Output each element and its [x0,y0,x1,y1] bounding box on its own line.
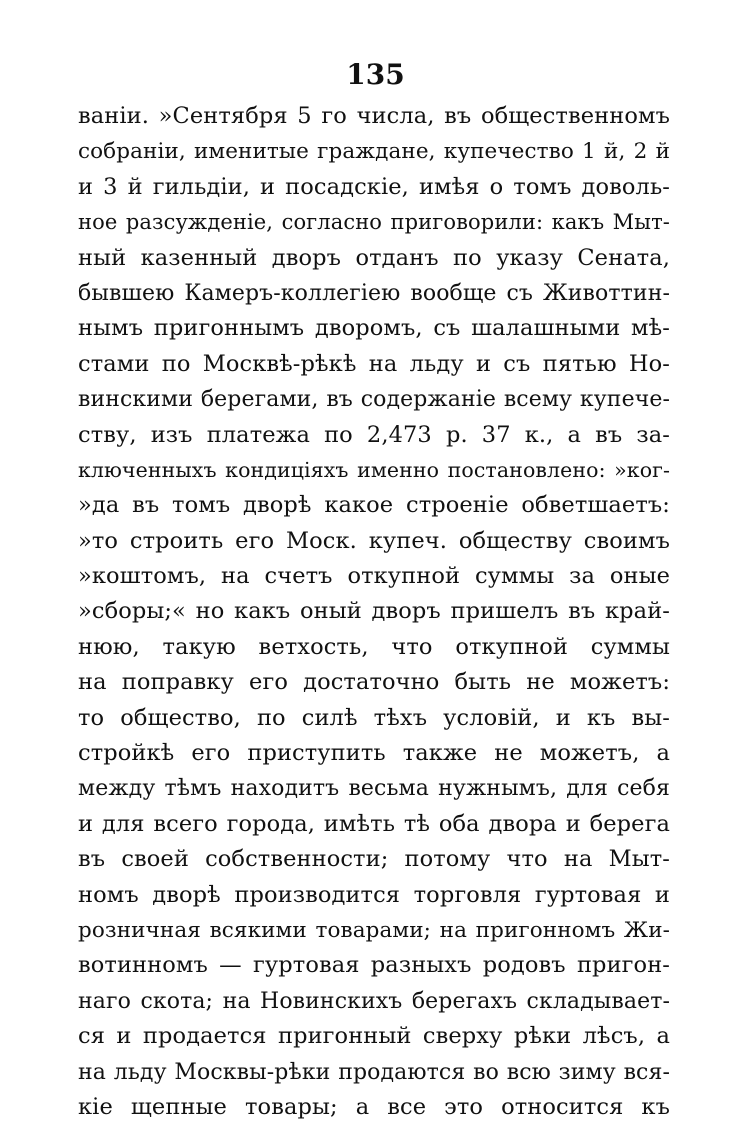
text-line: ся и продается пригонный сверху рѣки лѣсъ, а [78,1023,670,1050]
text-line: »то строить его Моск. купеч. обществу своимъ [78,527,670,554]
text-line: ваніи. »Сентября 5 го числа, въ общественномъ [78,103,670,129]
text-line: »коштомъ, на счетъ откупной суммы за оные [78,563,670,590]
text-line: ству, изъ платежа по 2,473 р. 37 к., а въ за- [78,421,670,448]
body-text [78,99,670,1125]
text-line: наго скота; на Новинскихъ берегахъ складывает- [78,988,670,1014]
text-line: на льду Москвы-рѣки продаются во всю зиму вся- [78,1059,670,1085]
text-line: бывшею Камеръ-коллегіею вообще съ Животтин- [78,280,670,306]
text-line: ное разсужденіе, согласно приговорили: какъ Мыт- [78,210,670,235]
text-line: въ своей собственности; потому что на Мыт- [78,846,670,873]
text-line: розничная всякими товарами; на пригонномъ Жи- [78,917,670,943]
page-number: 135 [346,58,405,91]
text-line: винскими берегами, въ содержаніе всему купече- [78,387,670,413]
text-line: ключенныхъ кондиціяхъ именно постановлено: »ког- [78,457,670,482]
text-line: кіе щепные товары; а все это относится къ [78,1093,670,1120]
text-line: между тѣмъ находитъ весьма нужнымъ, для себя [78,776,670,802]
text-line: стами по Москвѣ-рѣкѣ на льду и съ пятью Но- [78,350,670,377]
text-line: нюю, такую ветхость, что откупной суммы [78,633,670,660]
text-line: номъ дворѣ производится торговля гуртовая и [78,881,670,908]
text-line: стройкѣ его приступить также не можетъ, а [78,740,670,767]
text-line: на поправку его достаточно быть не можетъ: [78,669,670,696]
text-line: вотинномъ — гуртовая разныхъ родовъ пригон- [78,952,670,979]
text-line: ный казенный дворъ отданъ по указу Сената, [78,244,670,271]
text-line: собраніи, именитые граждане, купечество 1 й, 2 й [78,139,670,165]
text-line: »да въ томъ дворѣ какое строеніе обветшаетъ: [78,492,670,519]
text-line: то общество, по силѣ тѣхъ условій, и къ вы- [78,704,670,731]
text-line: нымъ пригоннымъ дворомъ, съ шалашными мѣ- [78,315,670,342]
text-line: и 3 й гильдіи, и посадскіе, имѣя о томъ доволь- [78,173,670,200]
text-line: и для всего города, имѣть тѣ оба двора и берега [78,810,670,837]
text-line: »сборы;« но какъ оный дворъ пришелъ въ край- [78,598,670,625]
